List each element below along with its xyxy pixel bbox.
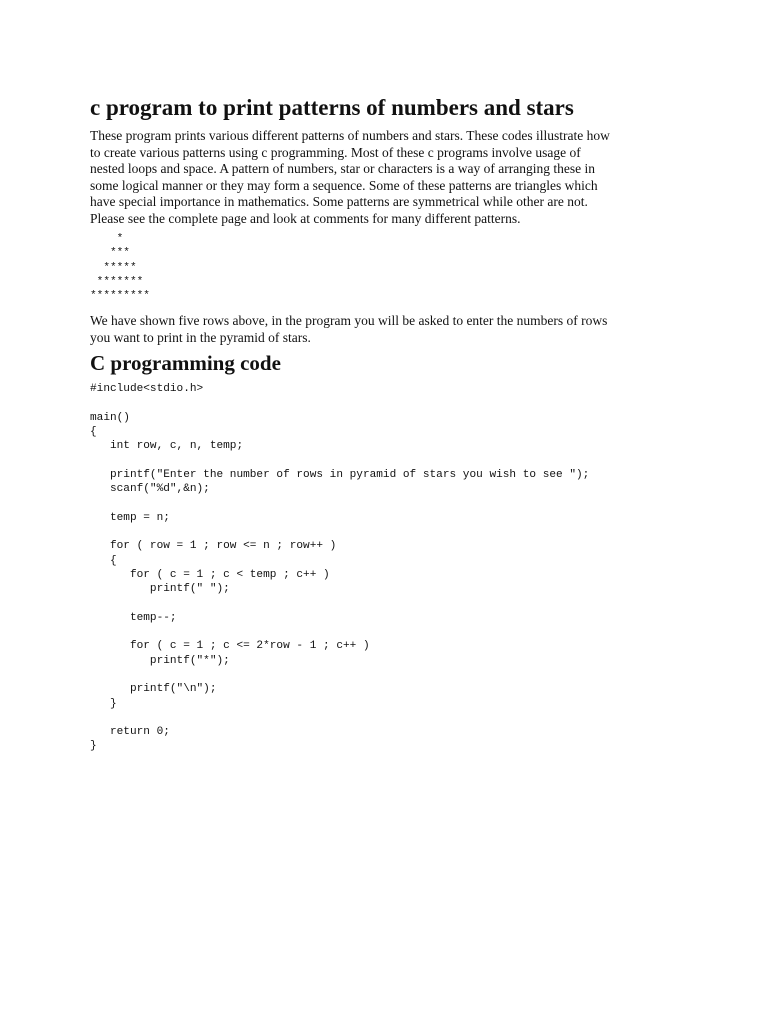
code-section-heading: C programming code [90,351,281,375]
explanation-line: you want to print in the pyramid of stars. [90,329,311,345]
intro-line: Please see the complete page and look at comments for many different patterns. [90,210,521,226]
intro-line: have special importance in mathematics. Some patterns are symmetrical while other are not. [90,194,588,209]
page-title: c program to print patterns of numbers and stars [90,95,574,120]
intro-paragraph [90,128,660,227]
code-block: #include<stdio.h> main() { int row, c, n, temp; printf("Enter the number of rows in pyramid of stars you wish to see "); scanf("%d",&n); temp = n; for ( row = 1 ; row <= n ; row++ ) { for ( c = 1 ; c < temp ; c++ ) printf(" "); temp--; for ( c = 1 ; c <= 2*row - 1 ; c++ ) printf("*"); printf("\n"); } return 0; } [90,383,590,753]
explanation-line: We have shown five rows above, in the program you will be asked to enter the numbers of rows [90,313,608,328]
explanation-paragraph [90,313,690,346]
intro-line: some logical manner or they may form a sequence. Some of these patterns are triangles which [90,177,598,193]
intro-line: These program prints various different patterns of numbers and stars. These codes illustrate how [90,128,610,143]
star-pyramid-example: * *** ***** ******* ********* [90,233,150,303]
intro-line: to create various patterns using c programming. Most of these c programs involve usage of [90,144,581,160]
intro-line: nested loops and space. A pattern of numbers, star or characters is a way of arranging these in [90,161,595,176]
